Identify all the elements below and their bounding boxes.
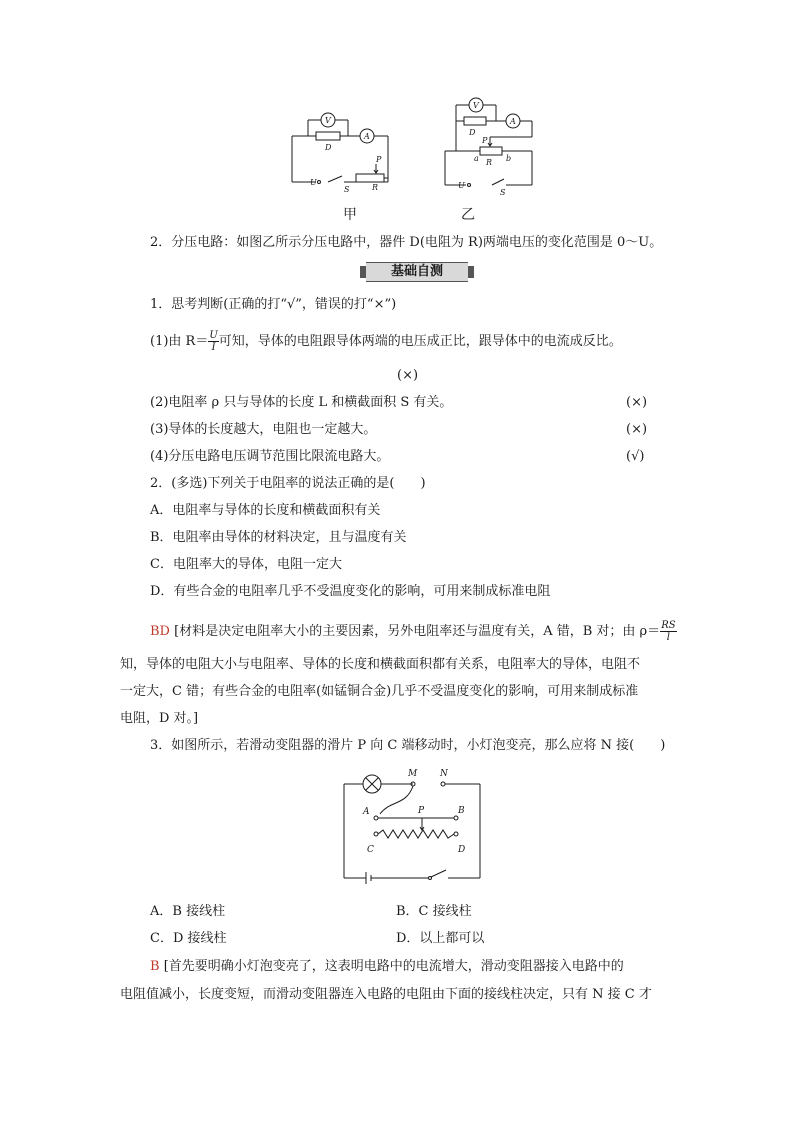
q1-item1-pre: (1)由 R＝ (150, 334, 209, 349)
q3-d-label: D (458, 845, 466, 855)
q2-explanation-line1 (150, 620, 677, 643)
jia-s-label: S (344, 185, 350, 192)
q3-option-c: C．D 接线柱 (150, 931, 227, 946)
yi-a-label: A (510, 117, 516, 126)
q3-option-d: D．以上都可以 (396, 931, 485, 946)
q1-item1-frac-num: U (209, 330, 218, 341)
q1-item1-frac-den: I (211, 342, 216, 353)
circuit-figure-q3 (340, 766, 485, 888)
q2-explanation-line4: 电阻，D 对。] (120, 711, 199, 726)
yi-b-terminal-label: b (506, 154, 512, 163)
q2-exp-frac-den: l (666, 632, 670, 643)
q3-explanation-line1 (150, 958, 624, 976)
q1-item1-post: 可知，导体的电阻跟导体两端的电压成正比，跟导体中的电流成反比。 (218, 334, 622, 349)
point2-text: 2．分压电路：如图乙所示分压电路中，器件 D(电阻为 R)两端电压的变化范围是 0～U。 (150, 235, 663, 250)
q2-option-c: C．电阻率大的导体，电阻一定大 (150, 557, 342, 572)
q2-exp1: [材料是决定电阻率大小的主要因素，另外电阻率还与温度有关，A 错，B 对；由 ρ＝ (174, 624, 661, 639)
jia-u-label: U (310, 178, 317, 187)
q1-item2: (2)电阻率 ρ 只与导体的长度 L 和横截面积 S 有关。 (150, 395, 453, 410)
jia-d-label: D (325, 143, 332, 152)
yi-u-label: U (458, 181, 465, 190)
q2-option-b: B．电阻率由导体的材料决定，且与温度有关 (150, 530, 407, 545)
q3-option-a: A．B 接线柱 (150, 904, 226, 919)
q3-c-label: C (367, 845, 374, 855)
jia-v-label: V (325, 116, 331, 125)
q3-b-label: B (458, 806, 465, 816)
q2-exp-frac-num: RS (661, 620, 676, 631)
q3-p-label: P (418, 806, 425, 816)
figure-label-yi: 乙 (461, 207, 475, 223)
jia-p-label: P (376, 155, 382, 164)
q3-m-label: M (408, 769, 418, 779)
q1-item2-mark: (×) (626, 395, 648, 410)
circuit-figure-jia (288, 110, 414, 192)
q1-item1-mark: (×) (397, 368, 419, 383)
q3-option-b: B．C 接线柱 (396, 904, 472, 919)
q3-a-label: A (363, 807, 370, 817)
jia-r0-label: R (372, 183, 379, 192)
jia-a-label: A (364, 132, 370, 141)
yi-s-label: S (500, 188, 506, 195)
q2-explanation-line3: 一定大，C 错；有些合金的电阻率(如锰铜合金)几乎不受温度变化的影响，可用来制成标准 (120, 684, 639, 699)
section-badge (366, 262, 468, 282)
q1-item3-mark: (×) (626, 422, 648, 437)
q1-item4: (4)分压电路电压调节范围比限流电路大。 (150, 449, 390, 464)
q1-item3: (3)导体的长度越大，电阻也一定越大。 (150, 422, 377, 437)
q1-item1 (150, 330, 622, 353)
q2-option-a: A．电阻率与导体的长度和横截面积有关 (150, 503, 381, 518)
q3-answer: B (150, 959, 160, 974)
q2-option-d: D．有些合金的电阻率几乎不受温度变化的影响，可用来制成标准电阻 (150, 584, 551, 599)
figure-label-jia: 甲 (343, 207, 357, 223)
yi-d-label: D (469, 128, 476, 137)
yi-r0-label: R (486, 158, 493, 167)
yi-a-terminal-label: a (474, 154, 479, 163)
q3-n-label: N (440, 769, 448, 779)
q3-exp1: [首先要明确小灯泡变亮了，这表明电路中的电流增大，滑动变阻器接入电路中的 (163, 959, 624, 974)
q2-exp-fraction (660, 620, 676, 643)
circuit-figure-yi (440, 95, 536, 195)
q1-stem: 1．思考判断(正确的打“√”，错误的打“×”) (150, 297, 397, 312)
section-badge-label: 基础自测 (390, 264, 443, 279)
q1-item1-fraction (208, 330, 218, 353)
q2-stem: 2．(多选)下列关于电阻率的说法正确的是( ) (150, 476, 426, 491)
q2-explanation-line2: 知，导体的电阻大小与电阻率、导体的长度和横截面积都有关系，电阻率大的导体，电阻不 (120, 657, 641, 672)
q2-answer: BD (150, 624, 170, 639)
yi-p-label: P (482, 136, 488, 145)
yi-v-label: V (473, 101, 479, 110)
q3-stem: 3．如图所示，若滑动变阻器的滑片 P 向 C 端移动时，小灯泡变亮，那么应将 N 接( ) (150, 738, 666, 753)
q1-item4-mark: (√) (626, 449, 645, 464)
q3-explanation-line2: 电阻值减小，长度变短，而滑动变阻器连入电路的电阻由下面的接线柱决定，只有 N 接 C 才 (120, 987, 652, 1002)
